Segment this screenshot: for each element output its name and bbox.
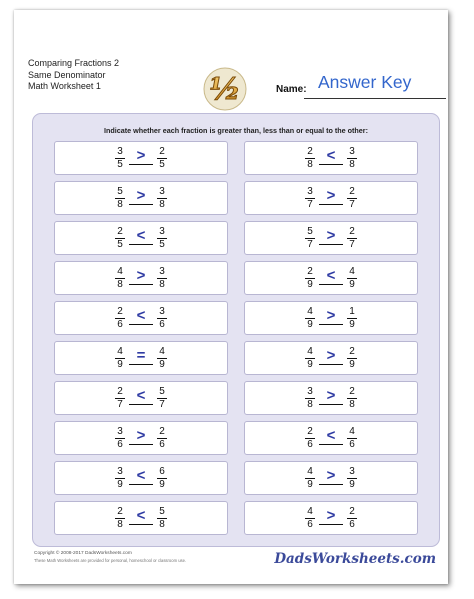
worksheet-number-line: Math Worksheet 1 — [28, 81, 101, 91]
comparison-symbol: > — [326, 187, 336, 204]
denominator: 6 — [349, 519, 355, 530]
problem-box — [244, 341, 418, 375]
numerator: 3 — [159, 226, 165, 237]
right-fraction — [345, 346, 359, 371]
comparison-symbol: < — [136, 507, 146, 524]
comparison-symbol: < — [136, 227, 146, 244]
denominator: 8 — [117, 199, 123, 210]
answer-blank — [319, 484, 343, 485]
worksheet-page — [14, 10, 448, 584]
denominator: 8 — [117, 519, 123, 530]
answer-blank — [129, 324, 153, 325]
answer-blank — [129, 484, 153, 485]
one-half-logo-icon — [202, 66, 248, 112]
numerator: 2 — [349, 226, 355, 237]
left-fraction — [113, 306, 127, 331]
comparison-symbol: > — [326, 507, 336, 524]
denominator: 9 — [307, 479, 313, 490]
left-fraction — [303, 306, 317, 331]
answer-blank — [319, 404, 343, 405]
denominator: 9 — [349, 359, 355, 370]
problem-box — [54, 261, 228, 295]
worksheet-title — [28, 58, 119, 93]
comparison-symbol: > — [326, 467, 336, 484]
problem-box — [54, 421, 228, 455]
left-fraction — [113, 186, 127, 211]
denominator: 7 — [349, 199, 355, 210]
denominator: 6 — [117, 319, 123, 330]
right-fraction — [345, 226, 359, 251]
answer-blank — [319, 364, 343, 365]
right-fraction — [345, 306, 359, 331]
numerator: 2 — [307, 266, 313, 277]
numerator: 3 — [349, 146, 355, 157]
numerator: 5 — [159, 386, 165, 397]
numerator: 3 — [117, 146, 123, 157]
right-fraction — [345, 266, 359, 291]
left-fraction — [303, 266, 317, 291]
problem-box — [244, 301, 418, 335]
denominator: 9 — [159, 359, 165, 370]
numerator: 2 — [307, 146, 313, 157]
problem-box — [54, 381, 228, 415]
right-fraction — [155, 226, 169, 251]
problem-box — [244, 461, 418, 495]
answer-blank — [319, 284, 343, 285]
left-fraction — [303, 346, 317, 371]
numerator: 2 — [117, 506, 123, 517]
problem-box — [54, 341, 228, 375]
answer-blank — [129, 204, 153, 205]
numerator: 3 — [307, 186, 313, 197]
left-fraction — [303, 506, 317, 531]
numerator: 2 — [117, 386, 123, 397]
numerator: 4 — [117, 266, 123, 277]
numerator: 2 — [349, 506, 355, 517]
comparison-symbol: < — [136, 387, 146, 404]
problem-box — [244, 141, 418, 175]
left-fraction — [303, 466, 317, 491]
denominator: 9 — [349, 479, 355, 490]
right-fraction — [345, 386, 359, 411]
right-fraction — [155, 266, 169, 291]
comparison-symbol: < — [326, 267, 336, 284]
numerator: 2 — [349, 386, 355, 397]
worksheet-footer — [32, 551, 438, 577]
answer-blank — [129, 244, 153, 245]
numerator: 2 — [349, 346, 355, 357]
comparison-symbol: > — [326, 227, 336, 244]
denominator: 9 — [349, 279, 355, 290]
problem-box — [54, 141, 228, 175]
numerator: 4 — [117, 346, 123, 357]
denominator: 8 — [117, 279, 123, 290]
numerator: 3 — [349, 466, 355, 477]
answer-blank — [129, 524, 153, 525]
denominator: 9 — [307, 279, 313, 290]
numerator: 6 — [159, 466, 165, 477]
comparison-symbol: > — [326, 347, 336, 364]
worksheet-header — [14, 10, 448, 105]
problem-box — [54, 181, 228, 215]
right-fraction — [155, 466, 169, 491]
denominator: 5 — [117, 159, 123, 170]
numerator: 2 — [117, 306, 123, 317]
problem-box — [244, 181, 418, 215]
comparison-symbol: < — [136, 467, 146, 484]
right-fraction — [155, 426, 169, 451]
denominator: 5 — [117, 239, 123, 250]
answer-blank — [319, 324, 343, 325]
problem-box — [244, 381, 418, 415]
numerator: 3 — [117, 466, 123, 477]
right-fraction — [345, 146, 359, 171]
problem-grid — [54, 141, 418, 541]
problem-box — [244, 221, 418, 255]
left-fraction — [113, 226, 127, 251]
denominator: 8 — [159, 279, 165, 290]
denominator: 7 — [307, 239, 313, 250]
title-line: Comparing Fractions 2 — [28, 58, 120, 68]
denominator: 8 — [159, 199, 165, 210]
denominator: 9 — [307, 319, 313, 330]
numerator: 4 — [307, 346, 313, 357]
copyright-text: Copyright © 2008-2017 DadsWorksheets.com — [34, 551, 132, 556]
left-fraction — [113, 346, 127, 371]
denominator: 6 — [307, 519, 313, 530]
numerator: 2 — [159, 146, 165, 157]
numerator: 1 — [349, 306, 355, 317]
left-fraction — [113, 426, 127, 451]
denominator: 5 — [159, 159, 165, 170]
answer-blank — [129, 404, 153, 405]
numerator: 3 — [159, 266, 165, 277]
denominator: 8 — [307, 159, 313, 170]
denominator: 6 — [307, 439, 313, 450]
left-fraction — [303, 186, 317, 211]
numerator: 5 — [159, 506, 165, 517]
brand-logo: DadsWorksheets.com — [274, 551, 436, 567]
answer-blank — [129, 284, 153, 285]
denominator: 5 — [159, 239, 165, 250]
answer-blank — [319, 204, 343, 205]
numerator: 4 — [159, 346, 165, 357]
answer-blank — [129, 364, 153, 365]
denominator: 7 — [117, 399, 123, 410]
numerator: 2 — [159, 426, 165, 437]
left-fraction — [303, 426, 317, 451]
instructions: Indicate whether each fraction is greater than, less than or equal to the other: — [104, 126, 368, 135]
numerator: 2 — [349, 186, 355, 197]
denominator: 8 — [349, 399, 355, 410]
numerator: 2 — [307, 426, 313, 437]
right-fraction — [345, 466, 359, 491]
right-fraction — [345, 186, 359, 211]
right-fraction — [345, 426, 359, 451]
denominator: 8 — [349, 159, 355, 170]
numerator: 5 — [307, 226, 313, 237]
problem-box — [54, 301, 228, 335]
comparison-symbol: > — [136, 427, 146, 444]
left-fraction — [303, 226, 317, 251]
left-fraction — [303, 386, 317, 411]
denominator: 8 — [307, 399, 313, 410]
numerator: 4 — [307, 466, 313, 477]
denominator: 7 — [159, 399, 165, 410]
name-underline — [304, 98, 446, 99]
comparison-symbol: > — [136, 187, 146, 204]
numerator: 3 — [159, 186, 165, 197]
comparison-symbol: = — [136, 347, 146, 364]
left-fraction — [113, 386, 127, 411]
answer-blank — [129, 444, 153, 445]
right-fraction — [155, 306, 169, 331]
answer-blank — [319, 164, 343, 165]
comparison-symbol: > — [136, 267, 146, 284]
numerator: 4 — [349, 266, 355, 277]
problem-box — [244, 421, 418, 455]
numerator: 5 — [117, 186, 123, 197]
numerator: 3 — [159, 306, 165, 317]
right-fraction — [345, 506, 359, 531]
right-fraction — [155, 346, 169, 371]
right-fraction — [155, 506, 169, 531]
left-fraction — [113, 506, 127, 531]
problems-panel — [32, 113, 440, 547]
denominator: 6 — [117, 439, 123, 450]
comparison-symbol: < — [136, 307, 146, 324]
denominator: 9 — [307, 359, 313, 370]
left-fraction — [113, 146, 127, 171]
numerator: 3 — [307, 386, 313, 397]
denominator: 6 — [159, 439, 165, 450]
denominator: 6 — [349, 439, 355, 450]
problem-box — [54, 461, 228, 495]
denominator: 8 — [159, 519, 165, 530]
left-fraction — [303, 146, 317, 171]
numerator: 4 — [307, 506, 313, 517]
problem-box — [54, 221, 228, 255]
problem-box — [244, 501, 418, 535]
left-fraction — [113, 466, 127, 491]
answer-blank — [129, 164, 153, 165]
disclaimer-text: These Math Worksheets are provided for personal, homeschool or classroom use. — [34, 558, 187, 563]
right-fraction — [155, 386, 169, 411]
subtitle-line: Same Denominator — [28, 69, 106, 80]
comparison-symbol: > — [326, 307, 336, 324]
denominator: 9 — [159, 479, 165, 490]
denominator: 6 — [159, 319, 165, 330]
name-label: Name: — [276, 84, 307, 95]
comparison-symbol: > — [326, 387, 336, 404]
answer-key-label: Answer Key — [318, 72, 412, 92]
denominator: 9 — [349, 319, 355, 330]
comparison-symbol: < — [326, 427, 336, 444]
denominator: 7 — [307, 199, 313, 210]
denominator: 9 — [117, 479, 123, 490]
comparison-symbol: < — [326, 147, 336, 164]
answer-blank — [319, 244, 343, 245]
denominator: 9 — [117, 359, 123, 370]
right-fraction — [155, 186, 169, 211]
answer-blank — [319, 444, 343, 445]
left-fraction — [113, 266, 127, 291]
logo-glyph: ½ — [209, 72, 241, 107]
numerator: 4 — [307, 306, 313, 317]
problem-box — [244, 261, 418, 295]
numerator: 3 — [117, 426, 123, 437]
comparison-symbol: > — [136, 147, 146, 164]
numerator: 4 — [349, 426, 355, 437]
answer-blank — [319, 524, 343, 525]
right-fraction — [155, 146, 169, 171]
problem-box — [54, 501, 228, 535]
numerator: 2 — [117, 226, 123, 237]
denominator: 7 — [349, 239, 355, 250]
